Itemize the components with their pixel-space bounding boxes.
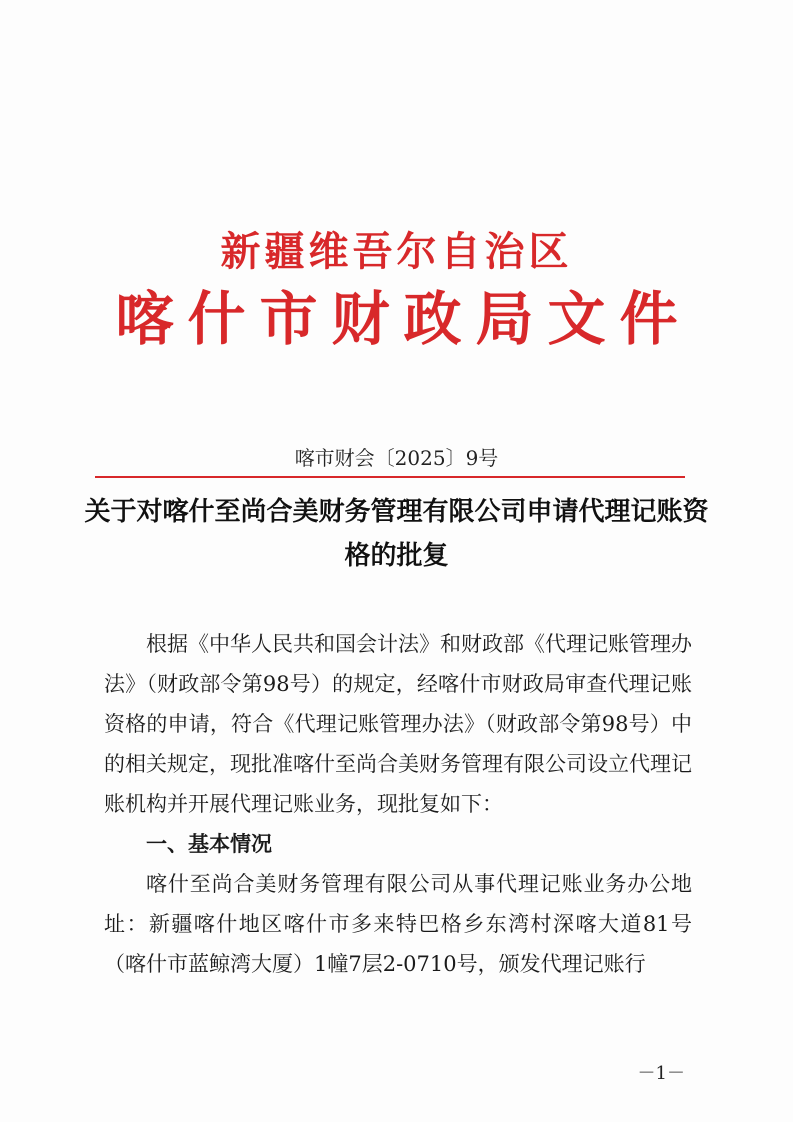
section-heading-basic-info: 一、基本情况 (146, 832, 272, 856)
document-number: 喀市财会〔2025〕9号 (294, 446, 499, 470)
page-number: －1－ (637, 1063, 685, 1084)
document-title: 关于对喀什至尚合美财务管理有限公司申请代理记账资格的批复 (84, 497, 709, 571)
body-paragraph-2: 喀什至尚合美财务管理有限公司从事代理记账业务办公地址：新疆喀什地区喀什市多来特巴格乡东湾村深喀大道81号（喀什市蓝鲸湾大厦）1幢7层2-0710号，颁发代理记账行 (104, 872, 692, 976)
issuing-authority-region: 新疆维吾尔自治区 (220, 228, 573, 275)
document-body (104, 624, 692, 984)
red-divider-line (95, 476, 685, 478)
body-paragraph-1: 根据《中华人民共和国会计法》和财政部《代理记账管理办法》（财政部令第98号）的规定，经喀什市财政局审查代理记账资格的申请，符合《代理记账管理办法》（财政部令第98号）中的相关规定，现批准喀什至尚合美财务管理有限公司设立代理记账机构并开展代理记账业务，现批复如下： (104, 632, 692, 816)
issuing-authority-title: 喀什市财政局文件 (115, 285, 692, 353)
